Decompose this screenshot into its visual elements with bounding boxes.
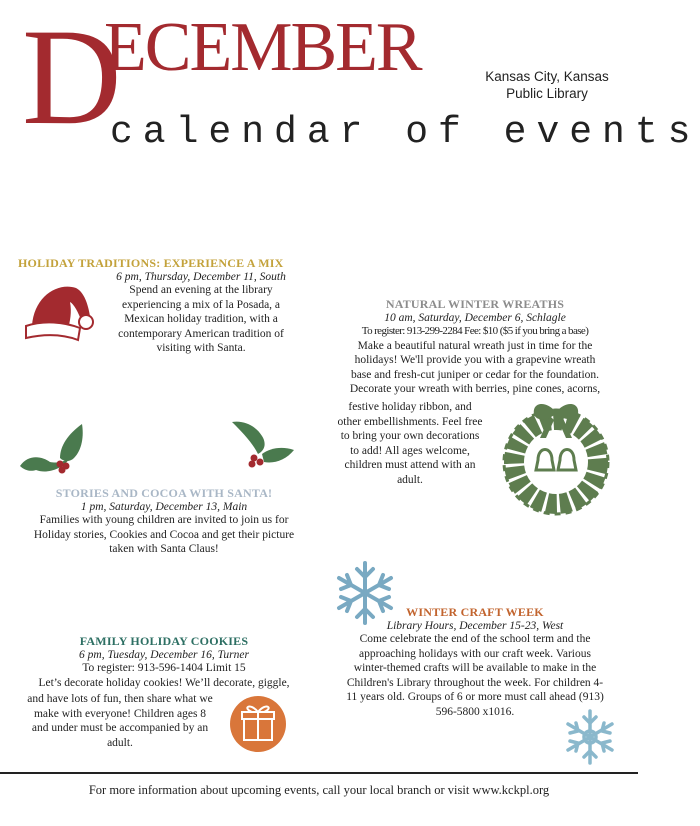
description-line: holidays! We'll provide you with a grapevine wreath [354,354,596,366]
event-date: 6 pm, Tuesday, December 16, Turner [79,649,249,661]
description-line: contemporary American tradition of [118,327,284,340]
page-subtitle: calendar of events [110,111,700,154]
description-line: visiting with Santa. [156,342,246,354]
description-line: Mexican holiday tradition, with a [124,313,278,325]
description-line: Children's Library throughout the week. For children 4- [346,676,604,689]
description-line: Holiday stories, Cookies and Cocoa and get their picture [33,528,295,541]
library-name-line2: Public Library [506,86,588,101]
event-description-continued [14,692,226,750]
event-description [330,632,620,719]
description-line: Make a beautiful natural wreath just in time for the [357,339,593,352]
holly-icon [228,414,300,470]
wreath-icon [494,398,622,520]
event-title-holiday-traditions: HOLIDAY TRADITIONS: EXPERIENCE A MIX [18,256,284,270]
description-line: Let’s decorate holiday cookies! We’ll decorate, giggle, [38,676,290,689]
event-stories-cocoa [14,486,314,557]
description-line: adult. [397,473,423,486]
description-line: to bring your own decorations [340,430,480,442]
description-line: winter-themed crafts will be available to make in the [353,662,597,674]
title-rest: ECEMBER [104,9,421,86]
snowflake-icon [560,708,620,766]
description-line: to add! All ages welcome, [350,444,470,457]
event-winter-craft [330,605,620,719]
description-line: taken with Santa Claus! [109,543,219,555]
event-title-stories-cocoa: STORIES AND COCOA WITH SANTA! [55,486,273,500]
description-line: approaching holidays with our craft week. Various [359,647,591,660]
description-line: and under must be accompanied by an [31,722,209,734]
event-title-natural-wreaths: NATURAL WINTER WREATHS [385,297,565,311]
event-date: 1 pm, Saturday, December 13, Main [80,501,248,513]
description-line: base and fresh-cut juniper or cedar for the foundation. [350,368,600,381]
description-line: 596-5800 x1016. [435,705,515,718]
event-description-continued [330,400,490,487]
event-register: To register: 913-299-2284 Fee: $10 ($5 if you bring a base) [361,325,589,337]
event-natural-wreaths [330,297,620,397]
gift-icon [228,694,288,754]
description-line: adult. [107,736,133,749]
event-date: 10 am, Saturday, December 6, Schlagle [384,312,566,324]
description-line: Spend an evening at the library [129,284,273,296]
description-line: Come celebrate the end of the school term and the [359,633,591,645]
footer-divider [0,772,638,774]
footer-text: For more information about upcoming events, call your local branch or visit www.kckpl.org [88,783,550,797]
event-register: To register: 913-596-1404 Limit 15 [82,662,246,674]
description-line: 11 years old. Groups of 6 or more must call ahead (913) [346,691,604,703]
description-line: and have lots of fun, then share what we [27,693,213,705]
event-title-family-cookies: FAMILY HOLIDAY COOKIES [79,634,249,648]
event-title-winter-craft: WINTER CRAFT WEEK [406,605,544,619]
library-name-line1: Kansas City, Kansas [485,69,609,84]
event-holiday-traditions [96,271,306,356]
description-line: make with everyone! Children ages 8 [33,707,207,720]
event-description [14,513,314,557]
title-initial: D [22,0,122,153]
event-date: Library Hours, December 15-23, West [386,620,564,632]
holly-icon [16,420,88,476]
description-line: experiencing a mix of la Posada, a [121,298,281,311]
event-date: 6 pm, Thursday, December 11, South [116,271,286,283]
description-line: children must attend with an [344,459,476,471]
description-line: Decorate your wreath with berries, pine cones, acorns, [349,383,601,395]
santa-hat-icon [18,276,98,348]
description-line: festive holiday ribbon, and [348,401,472,413]
event-family-cookies [14,634,314,690]
event-description [330,339,620,397]
event-description [96,283,306,356]
library-name [472,68,622,102]
description-line: other embellishments. Feel free [337,415,483,428]
description-line: Families with young children are invited to join us for [39,514,289,526]
